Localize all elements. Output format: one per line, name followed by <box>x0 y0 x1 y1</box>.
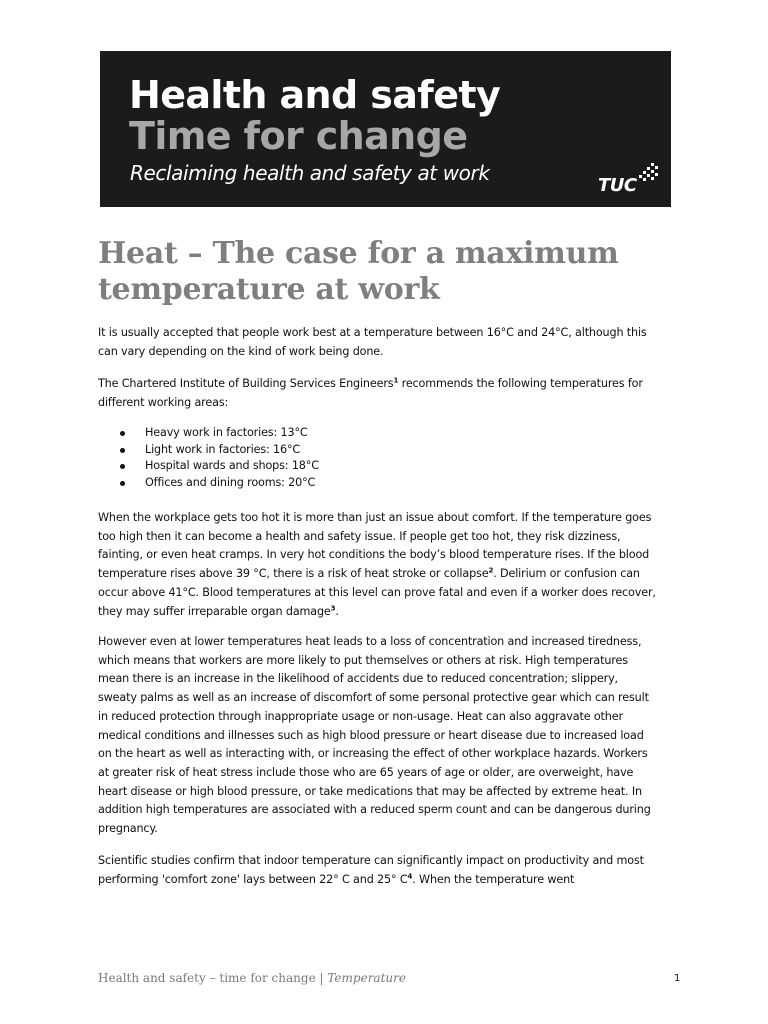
temperature-list <box>98 425 658 491</box>
footnote-ref-1[interactable]: 1 <box>393 376 399 385</box>
bullet-icon <box>120 431 125 436</box>
tuc-logo-text: TUC <box>598 175 637 196</box>
paragraph-cibse <box>98 375 658 412</box>
footnote-ref-3[interactable]: 3 <box>330 603 336 612</box>
bullet-icon <box>120 481 125 486</box>
list-item: Light work in factories: 16°C <box>98 442 658 459</box>
banner-title-line2: Time for change <box>129 114 468 158</box>
list-item: Hospital wards and shops: 18°C <box>98 458 658 475</box>
banner-subtitle: Reclaiming health and safety at work <box>130 161 490 185</box>
footer-title: Health and safety – time for change | <box>98 971 328 985</box>
list-item: Offices and dining rooms: 20°C <box>98 475 658 492</box>
document-heading: Heat – The case for a maximum temperature at work <box>98 236 619 307</box>
list-item: Heavy work in factories: 13°C <box>98 425 658 442</box>
header-banner <box>100 51 671 207</box>
bullet-icon <box>120 464 125 469</box>
paragraph-cibse-text: The Chartered Institute of Building Services Engineers <box>98 377 394 390</box>
paragraph-lower-temperatures: However even at lower temperatures heat leads to a loss of concentration and increased tiredness, which means that workers are more likely to put themselves or others at risk. High temperatures mean there is an increase in the likelihood of accidents due to reduced concentration; slippery, sweaty palms as well as an increase of discomfort of some personal protective gear which can result in reduced protection through inappropriate usage or non-usage. Heat can also aggravate other medical conditions and illnesses such as high blood pressure or heart disease due to increased load on the heart as well as interacting with, or increasing the effect of other workplace hazards. Workers at greater risk of heat stress include those who are 65 years of age or older, are overweight, have heart disease or high blood pressure, or take medications that may be affected by extreme heat. In addition high temperatures are associated with a reduced sperm count and can be dangerous during pregnancy. <box>98 635 651 836</box>
footnote-ref-4[interactable]: 4 <box>407 871 413 880</box>
tuc-logo-icon <box>637 161 661 183</box>
banner-title-line1: Health and safety <box>129 73 501 117</box>
paragraph-productivity: Scientific studies confirm that indoor temperature can significantly impact on productivity and most performing 'comfort zone' lays between 22° C and 25° $C^4$. When the temperature went <box>98 854 644 886</box>
paragraph-heat-risks: When the workplace gets too hot it is more than just an issue about comfort. If the temperature goes too high then it can become a health and safety issue. If people get too hot, they risk dizziness, fainting, or even heat cramps. In very hot conditions the body’s blood temperature rises. If the blood temperature rises above 39 °C, there is a risk of heat stroke or collapse$^2$. Delirium or confusion can occur above 41°C. Blood temperatures at this level can prove fatal and even if a worker does recover, they may suffer irreparable organ damage$^3$. <box>98 511 656 618</box>
bullet-icon <box>120 448 125 453</box>
footnote-ref-2[interactable]: 2 <box>488 566 494 575</box>
page-number: 1 <box>674 973 681 984</box>
paragraph-intro: It is usually accepted that people work best at a temperature between 16°C and 24°C, although this can vary depending on the kind of work being done. <box>98 326 647 358</box>
footer-section: Temperature <box>327 971 406 985</box>
page-footer <box>98 969 406 987</box>
paragraph-cibse-text-cont: recommends the following temperatures for different working areas: <box>98 377 643 409</box>
